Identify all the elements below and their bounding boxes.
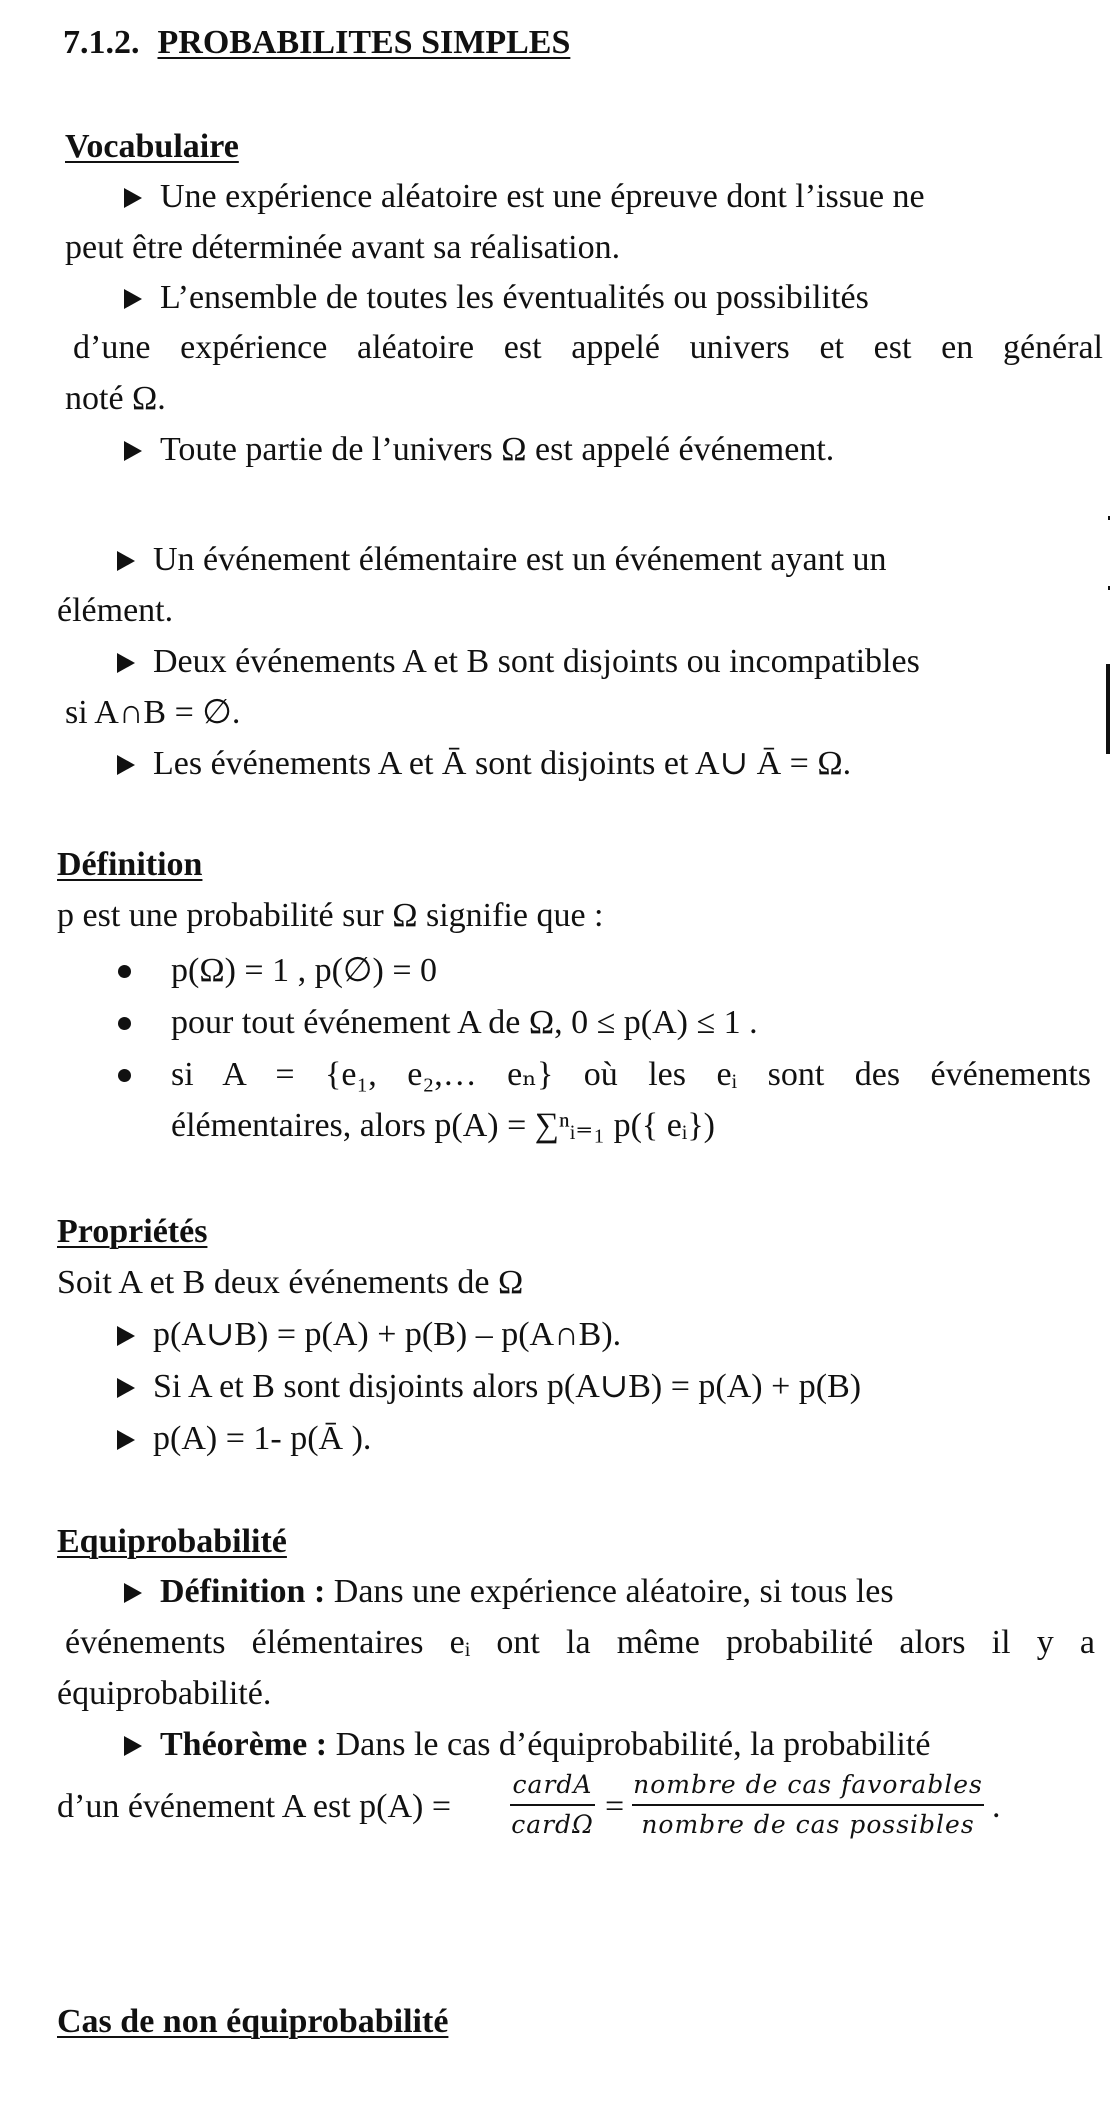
vocab-item-1: Une expérience aléatoire est une épreuve dont l’issue ne [124,180,925,214]
vocabulaire-heading: Vocabulaire [65,128,239,165]
equiprobabilite-heading: Equiprobabilité [57,1523,287,1560]
vocab-item-1-cont: peut être déterminée avant sa réalisation. [65,229,621,266]
fraction-1-numerator: cardA [512,1770,593,1799]
section-title-text: PROBABILITES SIMPLES [157,24,571,61]
definition-intro: p est une probabilité sur Ω signifie que : [57,897,604,934]
propriete-3: p(A) = 1- p(Ā ). [117,1422,371,1456]
bullet-dot-icon [118,1069,131,1082]
vocab-item-5-cont: si A∩B = ∅. [65,694,241,731]
proprietes-heading: Propriétés [57,1213,208,1250]
vocab-item-3: Toute partie de l’univers Ω est appelé événement. [124,433,834,467]
definition-bullet-2: pour tout événement A de Ω, 0 ≤ p(A) ≤ 1 . [171,1004,758,1041]
section-title [63,26,570,60]
propriete-2: Si A et B sont disjoints alors p(A∪B) = p(A) + p(B) [117,1370,861,1404]
equi-theoreme-cont: d’un événement A est p(A) = [57,1788,452,1825]
vocab-item-6: Les événements A et Ā sont disjoints et A∪ Ā = Ω. [117,747,851,781]
definition-bullet-3-cont: élémentaires, alors p(A) = ∑ⁿᵢ₌₁ p({ eᵢ}) [171,1107,715,1144]
arrow-bullet-icon [117,551,135,571]
equi-theoreme: Théorème : Dans le cas d’équiprobabilité, la probabilité [124,1728,930,1762]
definition-bullet-1: p(Ω) = 1 , p(∅) = 0 [171,952,438,989]
equi-definition: Définition : Dans une expérience aléatoire, si tous les [124,1575,894,1609]
arrow-bullet-icon [124,1736,142,1756]
vocab-item-2: L’ensemble de toutes les éventualités ou possibilités [124,281,869,315]
section-number: 7.1.2. [63,24,140,61]
proprietes-intro: Soit A et B deux événements de Ω [57,1264,524,1301]
vocab-item-4-cont: élément. [57,592,174,629]
fraction-2-denominator: nombre de cas possibles [641,1810,975,1839]
arrow-bullet-icon [117,1326,135,1346]
equals-sign: = [605,1788,625,1825]
arrow-bullet-icon [117,755,135,775]
edge-mark [1106,664,1110,754]
non-equiprobabilite-heading: Cas de non équiprobabilité [57,2003,449,2040]
arrow-bullet-icon [124,289,142,309]
fraction-1-denominator: cardΩ [511,1810,594,1839]
fraction-2-numerator: nombre de cas favorables [633,1770,983,1799]
vocab-item-2-cont: d’une expérience aléatoire est appelé univers et est en général [73,329,1103,366]
fraction-1-bar [510,1804,595,1806]
arrow-bullet-icon [124,188,142,208]
arrow-bullet-icon [124,1583,142,1603]
definition-bullet-3: si A = {e₁, e₂,… eₙ} où les eᵢ sont des événements [171,1056,1091,1093]
arrow-bullet-icon [117,1430,135,1450]
fraction-2-bar [632,1804,984,1806]
arrow-bullet-icon [124,441,142,461]
sentence-period: . [992,1788,1001,1825]
bullet-dot-icon [118,965,131,978]
arrow-bullet-icon [117,653,135,673]
propriete-1: p(A∪B) = p(A) + p(B) – p(A∩B). [117,1318,621,1352]
edge-mark [1108,586,1110,590]
equi-definition-cont2: équiprobabilité. [57,1675,272,1712]
vocab-item-5: Deux événements A et B sont disjoints ou incompatibles [117,645,920,679]
definition-heading: Définition [57,846,203,883]
vocab-item-2-cont2: noté Ω. [65,380,166,417]
edge-mark [1108,516,1110,520]
bullet-dot-icon [118,1017,131,1030]
arrow-bullet-icon [117,1378,135,1398]
vocab-item-4: Un événement élémentaire est un événement ayant un [117,543,887,577]
equi-definition-cont: événements élémentaires eᵢ ont la même probabilité alors il y a [65,1624,1095,1661]
